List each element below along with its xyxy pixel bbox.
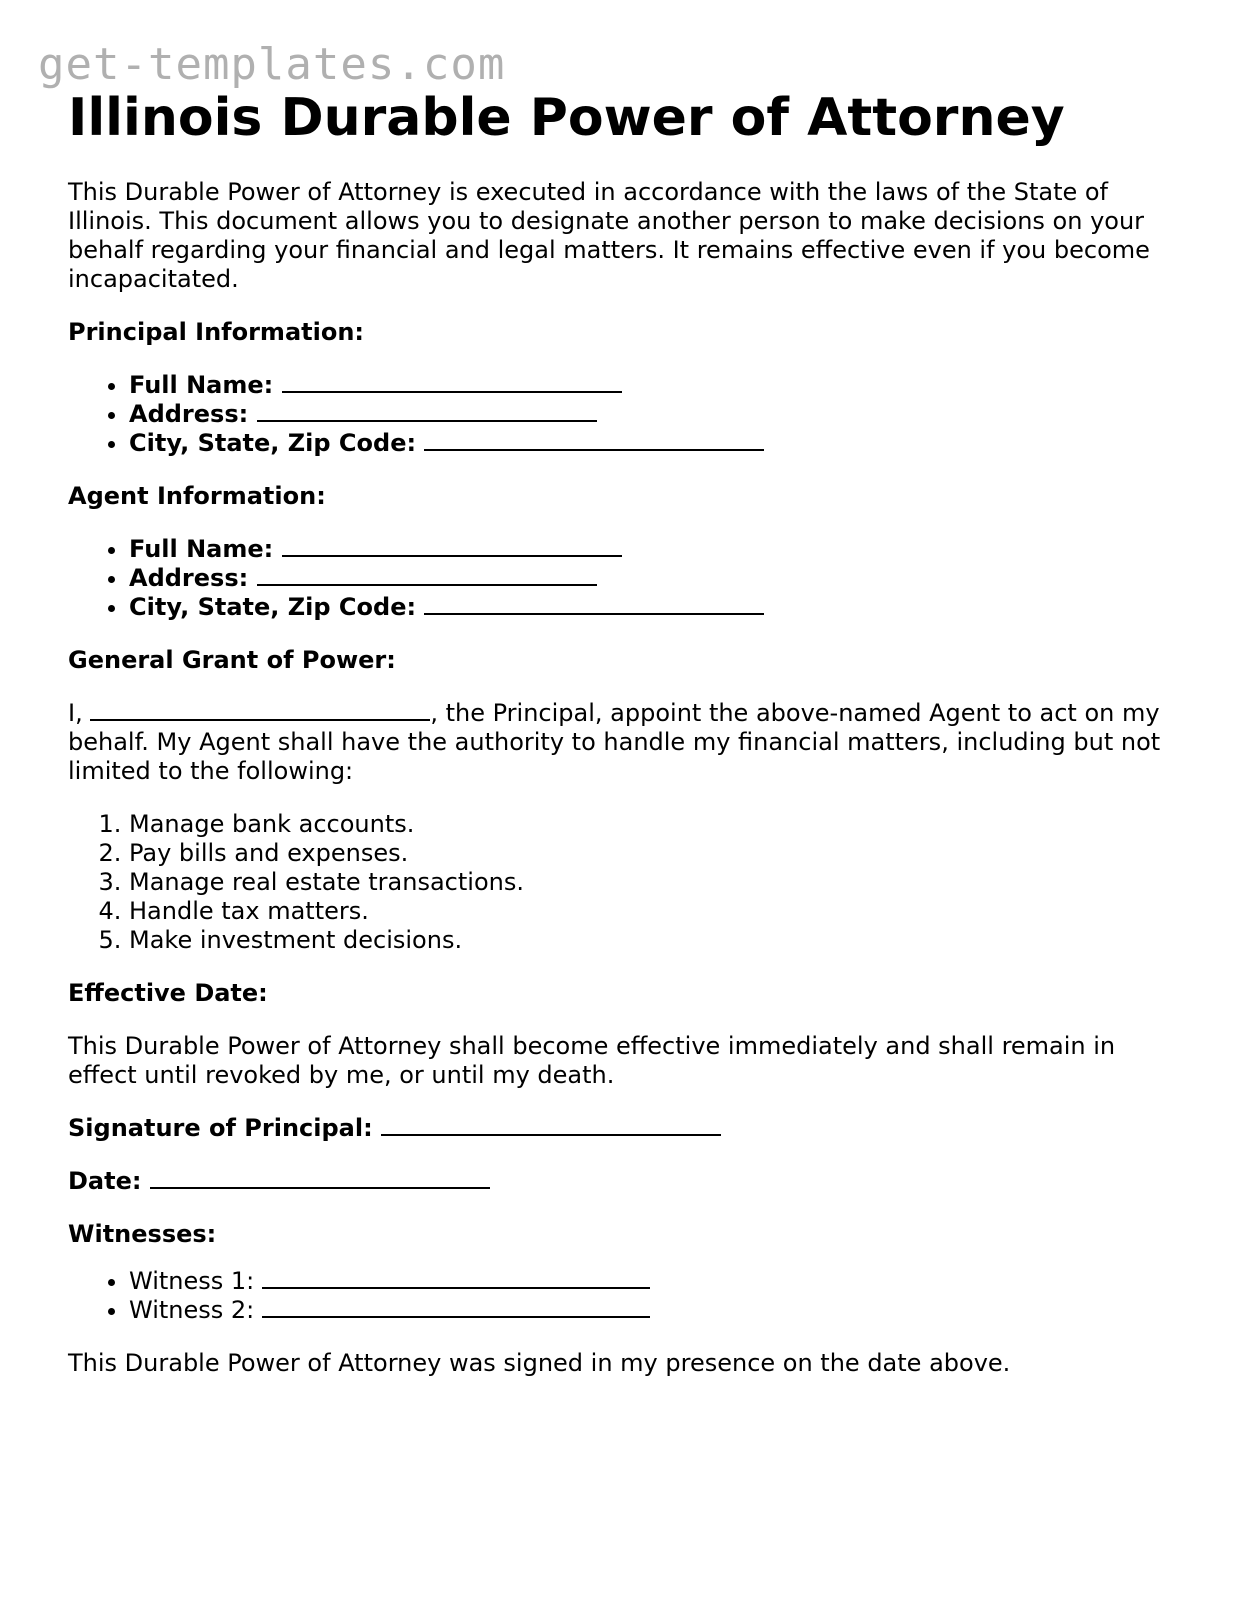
principal-name-inline-blank[interactable] [90, 699, 430, 721]
agent-full-name [129, 535, 1188, 564]
closing-statement: This Durable Power of Attorney was signed in my presence on the date above. [68, 1349, 1011, 1377]
agent-heading: Agent Information: [68, 482, 326, 510]
witness-2 [129, 1296, 1188, 1325]
agent-city-blank[interactable] [424, 593, 764, 615]
witness-2-blank[interactable] [262, 1296, 650, 1318]
signature-line [68, 1114, 1188, 1143]
witnesses-heading: Witnesses: [68, 1220, 217, 1248]
witness-label: Witness 2: [129, 1296, 255, 1324]
agent-fields [68, 535, 1188, 622]
witness-1 [129, 1267, 1188, 1296]
date-line [68, 1167, 1188, 1196]
field-label: City, State, Zip Code: [129, 593, 417, 621]
intro-paragraph: This Durable Power of Attorney is executed in accordance with the laws of the State of Illinois. This document allows you to designate another person to make decisions on your behalf regarding your financial and legal matters. It remains effective even if you become incapacitated. [68, 178, 1150, 293]
grant-prefix: I, [68, 699, 83, 727]
principal-city-state-zip [129, 429, 1188, 458]
agent-address [129, 564, 1188, 593]
agent-name-blank[interactable] [282, 535, 622, 557]
witness-label: Witness 1: [129, 1267, 255, 1295]
field-label: Address: [129, 400, 249, 428]
date-blank[interactable] [150, 1167, 490, 1189]
list-item: 3. Manage real estate transactions. [129, 868, 1188, 897]
field-label: City, State, Zip Code: [129, 429, 417, 457]
effective-heading: Effective Date: [68, 979, 268, 1007]
signature-blank[interactable] [381, 1114, 721, 1136]
document-page [68, 84, 1188, 1378]
list-item: 4. Handle tax matters. [129, 897, 1188, 926]
witness-1-blank[interactable] [262, 1267, 650, 1289]
grant-heading: General Grant of Power: [68, 646, 396, 674]
principal-full-name [129, 371, 1188, 400]
grant-paragraph [68, 699, 1188, 786]
list-item: 2. Pay bills and expenses. [129, 839, 1188, 868]
date-label: Date: [68, 1167, 142, 1195]
principal-fields [68, 371, 1188, 458]
principal-city-blank[interactable] [424, 429, 764, 451]
document-title: Illinois Durable Power of Attorney [68, 88, 1065, 148]
watermark: get-templates.com [38, 39, 506, 90]
field-label: Full Name: [129, 535, 274, 563]
principal-heading: Principal Information: [68, 318, 365, 346]
list-item: 5. Make investment decisions. [129, 926, 1188, 955]
field-label: Full Name: [129, 371, 274, 399]
principal-address [129, 400, 1188, 429]
signature-label: Signature of Principal: [68, 1114, 373, 1142]
principal-name-blank[interactable] [282, 371, 622, 393]
witnesses-list [68, 1267, 1188, 1325]
agent-address-blank[interactable] [257, 564, 597, 586]
effective-paragraph: This Durable Power of Attorney shall become effective immediately and shall remain in effect until revoked by me, or until my death. [68, 1032, 1116, 1089]
principal-address-blank[interactable] [257, 400, 597, 422]
grant-powers-list [68, 810, 1188, 955]
list-item: 1. Manage bank accounts. [129, 810, 1188, 839]
grant-text: , the Principal, appoint the above-named Agent to act on my behalf. My Agent shall have the authority to handle my financial matters, including but not limited to the following: [68, 699, 1161, 785]
field-label: Address: [129, 564, 249, 592]
agent-city-state-zip [129, 593, 1188, 622]
